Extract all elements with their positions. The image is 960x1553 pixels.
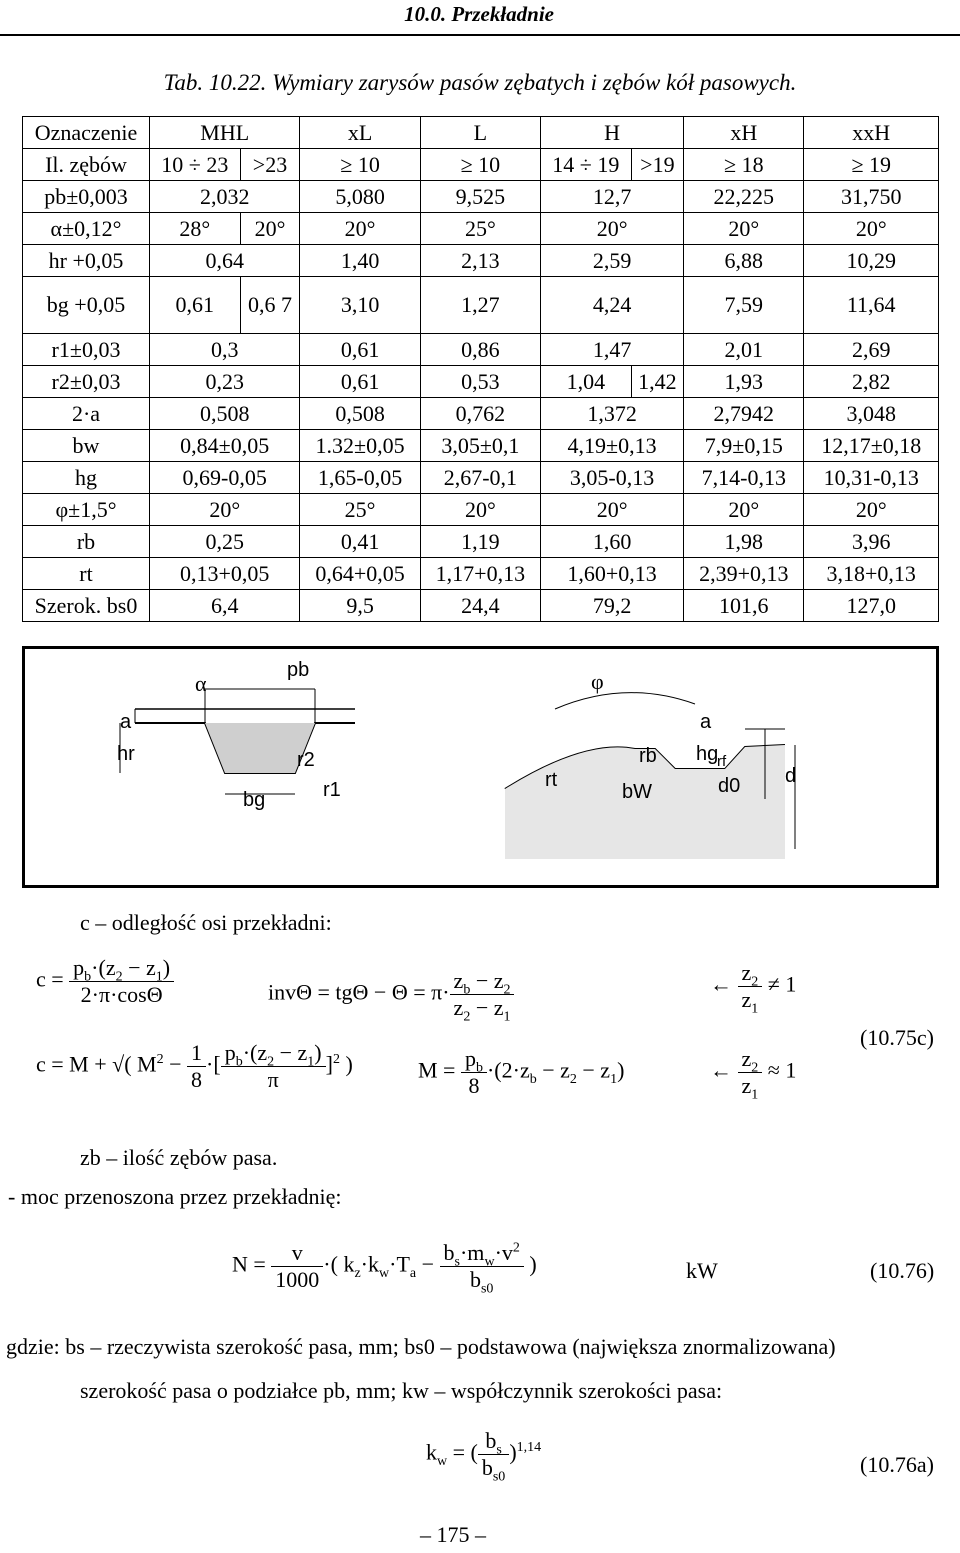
table-cell: 0,61	[300, 366, 420, 398]
table-row	[23, 277, 939, 334]
r2-label: r2	[297, 749, 315, 771]
formula-N: N = $\frac{v}{1000}$ ·( $k_z\cdot k_w\cdot T_a$ − $\frac{b_s\cdot m_w\cdot v^2}{b_{s0}}$ )	[232, 1240, 537, 1297]
table-row	[23, 462, 939, 494]
table-cell: 3,10	[300, 277, 420, 334]
table-cell: 0,6 7	[240, 277, 300, 334]
row-label: hg	[23, 462, 150, 494]
profile-figure	[22, 646, 939, 888]
table-cell: 2,67-0,1	[420, 462, 540, 494]
table-cell: 9,5	[300, 590, 420, 622]
table-cell: 10 ÷ 23	[150, 149, 241, 181]
table-cell: 6,4	[150, 590, 300, 622]
eq-number-1076a: (10.76a)	[860, 1452, 934, 1477]
table-cell: 9,525	[420, 181, 540, 213]
table-row	[23, 149, 939, 181]
table-row	[23, 334, 939, 366]
row-label: 2·a	[23, 398, 150, 430]
table-cell: 4,24	[541, 277, 684, 334]
header-title: 10.0. Przekładnie	[404, 2, 554, 26]
table-cell: 3,05-0,13	[541, 462, 684, 494]
gdzie-line-1: gdzie: bs – rzeczywista szerokość pasa, mm; bs0 – podstawowa (największa znormalizowana)	[6, 1334, 836, 1359]
table-cell: 101,6	[684, 590, 804, 622]
table-cell: 6,88	[684, 245, 804, 277]
row-label: α±0,12°	[23, 213, 150, 245]
table-cell: 1,27	[420, 277, 540, 334]
table-cell: H	[541, 117, 684, 149]
d-label: d	[785, 765, 797, 787]
table-cell: 11,64	[804, 277, 939, 334]
table-cell: xH	[684, 117, 804, 149]
table-cell: 1,17+0,13	[420, 558, 540, 590]
formula-kw: $k_w$ = ( $\frac{b_s}{b_{s0}}$ )$^{1,14}$	[426, 1428, 542, 1485]
table-cell: 7,14-0,13	[684, 462, 804, 494]
table-cell: 25°	[420, 213, 540, 245]
table-cell: 31,750	[804, 181, 939, 213]
table-cell: 1,98	[684, 526, 804, 558]
table-cell: 20°	[541, 213, 684, 245]
table-cell: 0,61	[150, 277, 241, 334]
table-row	[23, 590, 939, 622]
table-row	[23, 558, 939, 590]
formula-c2: c = M + √( $M^2$ − $\frac{1}{8}$ ·[ $\frac{p_b\cdot(z_2 - z_1)}{\pi}$ ]$^2$ )	[36, 1040, 353, 1092]
row-label: bw	[23, 430, 150, 462]
condition-2: ← $\frac{z_2}{z_1}$ ≈ 1	[710, 1046, 797, 1103]
table-cell: 12,17±0,18	[804, 430, 939, 462]
row-label: hr +0,05	[23, 245, 150, 277]
formula-inv: invΘ = tgΘ − Θ = π· $\frac{z_b - z_2}{z_2 - z_1}$	[268, 968, 514, 1021]
table-cell: 0,508	[150, 398, 300, 430]
table-cell: 12,7	[541, 181, 684, 213]
table-row	[23, 245, 939, 277]
table-cell: 0,762	[420, 398, 540, 430]
page-number: – 175 –	[420, 1522, 486, 1547]
table-cell: 0,69-0,05	[150, 462, 300, 494]
row-label: Szerok. bs0	[23, 590, 150, 622]
table-cell: 79,2	[541, 590, 684, 622]
table-cell: 20°	[804, 213, 939, 245]
dimensions-table	[22, 116, 939, 622]
pb-label: pb	[287, 659, 310, 681]
gdzie-line-2: szerokość pasa o podziałce pb, mm; kw – współczynnik szerokości pasa:	[80, 1378, 723, 1403]
header-rule	[0, 34, 960, 36]
table-cell: L	[420, 117, 540, 149]
c-definition: c – odległość osi przekładni:	[80, 910, 332, 935]
d0-label: d0	[718, 775, 741, 797]
table-cell: 0,13+0,05	[150, 558, 300, 590]
table-row	[23, 526, 939, 558]
row-label: φ±1,5°	[23, 494, 150, 526]
hr-label: hr	[117, 743, 135, 765]
table-cell: 2,13	[420, 245, 540, 277]
table-cell: xxH	[804, 117, 939, 149]
table-cell: 24,4	[420, 590, 540, 622]
table-cell: 2,82	[804, 366, 939, 398]
table-cell: 1,19	[420, 526, 540, 558]
table-cell: 25°	[300, 494, 420, 526]
table-row	[23, 117, 939, 149]
table-cell: 0,53	[420, 366, 540, 398]
table-cell: 127,0	[804, 590, 939, 622]
table-cell: 0,508	[300, 398, 420, 430]
rf-label: rf	[717, 753, 727, 770]
table-cell: 20°	[240, 213, 300, 245]
row-label: bg +0,05	[23, 277, 150, 334]
table-row	[23, 430, 939, 462]
table-cell: 1,93	[684, 366, 804, 398]
r1-label: r1	[323, 779, 341, 801]
row-label: r1±0,03	[23, 334, 150, 366]
table-cell: 1,04	[541, 366, 632, 398]
row-label: r2±0,03	[23, 366, 150, 398]
table-cell: 1,60+0,13	[541, 558, 684, 590]
rt-label: rt	[545, 769, 558, 791]
table-cell: 7,59	[684, 277, 804, 334]
table-cell: 7,9±0,15	[684, 430, 804, 462]
table-cell: 2,01	[684, 334, 804, 366]
table-cell: 20°	[684, 213, 804, 245]
table-cell: 20°	[804, 494, 939, 526]
table-cell: 0,64	[150, 245, 300, 277]
table-cell: >19	[631, 149, 684, 181]
table-cell: 0,23	[150, 366, 300, 398]
table-cell: 20°	[150, 494, 300, 526]
table-cell: 1,42	[631, 366, 684, 398]
condition-1: ← $\frac{z_2}{z_1}$ ≠ 1	[710, 960, 797, 1017]
table-cell: 1,65-0,05	[300, 462, 420, 494]
row-label: Oznaczenie	[23, 117, 150, 149]
table-cell: 2,7942	[684, 398, 804, 430]
table-cell: 0,64+0,05	[300, 558, 420, 590]
table-cell: 1.32±0,05	[300, 430, 420, 462]
belt-profile-diagram	[25, 649, 936, 885]
table-cell: 1,372	[541, 398, 684, 430]
a-label: a	[120, 711, 132, 733]
table-cell: 3,96	[804, 526, 939, 558]
table-cell: 3,05±0,1	[420, 430, 540, 462]
alpha-label: α	[195, 671, 207, 696]
table-cell: 22,225	[684, 181, 804, 213]
table-caption: Tab. 10.22. Wymiary zarysów pasów zębatych i zębów kół pasowych.	[163, 70, 797, 95]
table-cell: MHL	[150, 117, 300, 149]
table-cell: 1,47	[541, 334, 684, 366]
table-cell: 0,86	[420, 334, 540, 366]
row-label: rt	[23, 558, 150, 590]
table-cell: 20°	[684, 494, 804, 526]
table-cell: 10,29	[804, 245, 939, 277]
table-cell: 20°	[420, 494, 540, 526]
formula-M: M = $\frac{p_b}{8}$ $\cdot(2\cdot z_b - z_2 - z_1)$	[418, 1046, 625, 1098]
table-cell: 28°	[150, 213, 241, 245]
table-cell: 2,59	[541, 245, 684, 277]
table-row	[23, 181, 939, 213]
table-cell: ≥ 18	[684, 149, 804, 181]
table-cell: 3,048	[804, 398, 939, 430]
bw-label: bW	[622, 781, 652, 803]
row-label: pb±0,003	[23, 181, 150, 213]
formula-c1: c = $\frac{p_b\cdot(z_2 - z_1)}{2\cdot\pi\cdot\cos\Theta}$	[36, 955, 174, 1008]
table-cell: 20°	[300, 213, 420, 245]
table-cell: ≥ 19	[804, 149, 939, 181]
table-row	[23, 398, 939, 430]
bg-label: bg	[243, 789, 266, 811]
hg-label: hg	[696, 743, 719, 765]
phi-label: φ	[591, 669, 604, 694]
table-cell: 3,18+0,13	[804, 558, 939, 590]
unit-kw: kW	[686, 1258, 718, 1283]
table-cell: 10,31-0,13	[804, 462, 939, 494]
row-label: Il. zębów	[23, 149, 150, 181]
table-cell: 4,19±0,13	[541, 430, 684, 462]
row-label: rb	[23, 526, 150, 558]
a-pulley-label: a	[700, 711, 712, 733]
eq-number-1076: (10.76)	[870, 1258, 935, 1283]
table-cell: 0,3	[150, 334, 300, 366]
table-cell: ≥ 10	[300, 149, 420, 181]
rb-label: rb	[639, 745, 657, 767]
table-cell: 0,25	[150, 526, 300, 558]
table-cell: 14 ÷ 19	[541, 149, 632, 181]
table-cell: 2,032	[150, 181, 300, 213]
table-cell: 20°	[541, 494, 684, 526]
table-cell: 0,61	[300, 334, 420, 366]
table-cell: 0,41	[300, 526, 420, 558]
table-row	[23, 213, 939, 245]
power-intro: - moc przenoszona przez przekładnię:	[8, 1184, 342, 1209]
table-cell: >23	[240, 149, 300, 181]
table-cell: 0,84±0,05	[150, 430, 300, 462]
eq-number-1075c: (10.75c)	[860, 1025, 934, 1050]
table-row	[23, 366, 939, 398]
zb-definition: zb – ilość zębów pasa.	[80, 1145, 278, 1170]
table-cell: 1,40	[300, 245, 420, 277]
table-cell: 1,60	[541, 526, 684, 558]
table-cell: 2,69	[804, 334, 939, 366]
table-cell: 5,080	[300, 181, 420, 213]
table-row	[23, 494, 939, 526]
table-cell: ≥ 10	[420, 149, 540, 181]
table-cell: 2,39+0,13	[684, 558, 804, 590]
table-cell: xL	[300, 117, 420, 149]
